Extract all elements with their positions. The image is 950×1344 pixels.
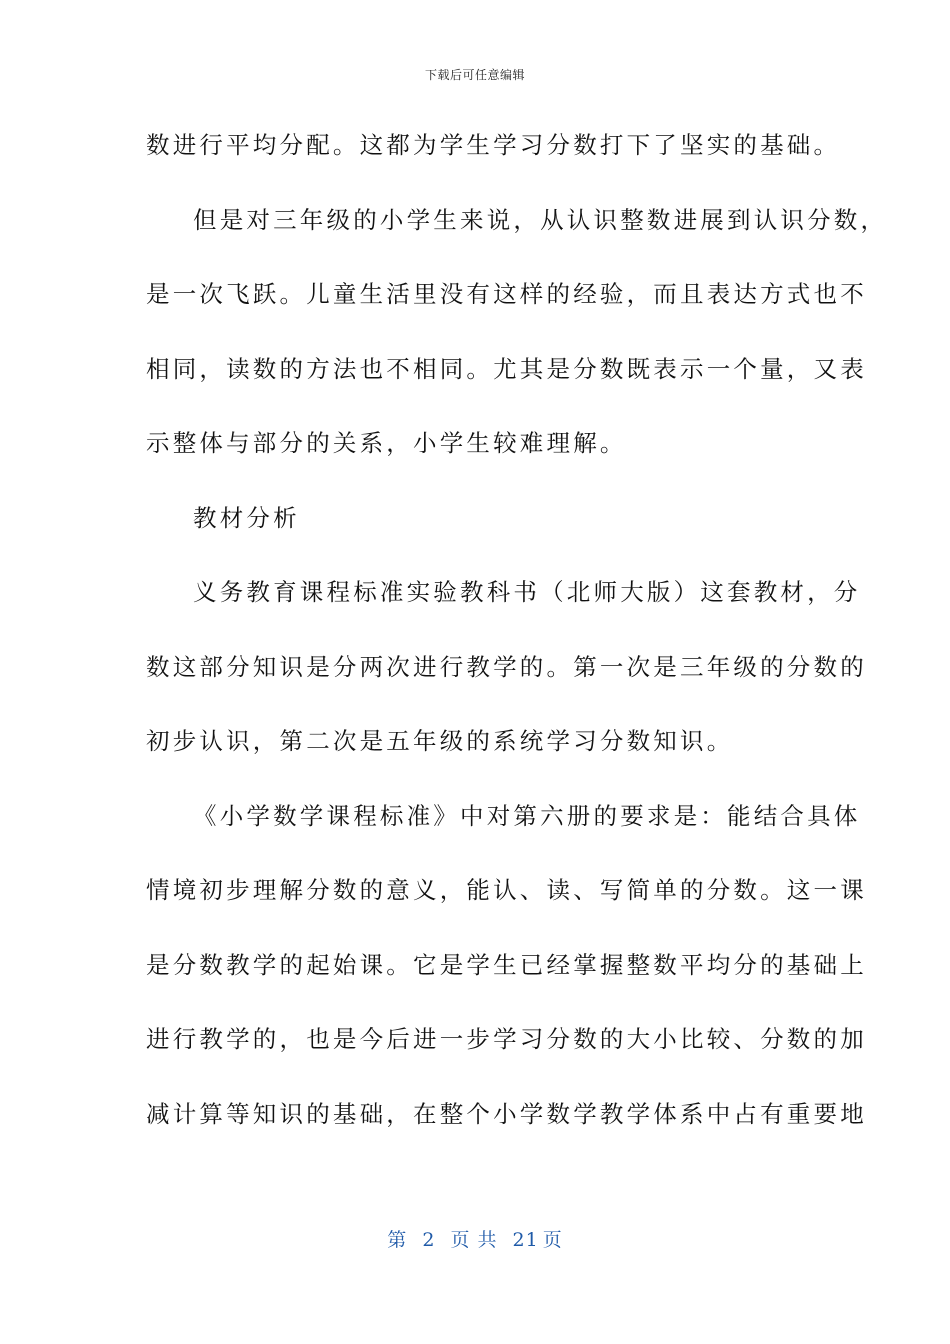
text-line: 《小学数学课程标准》中对第六册的要求是：能结合具体 [193,801,861,830]
page-header: 下载后可任意编辑 [424,68,525,82]
text-line: 数这部分知识是分两次进行教学的。第一次是三年级的分数的 [146,652,867,681]
text-line: 示整体与部分的关系，小学生较难理解。 [146,429,627,457]
page-footer [0,1225,950,1252]
section-heading: 教材分析 [193,503,300,532]
footer-label-end: 页 [542,1229,563,1251]
text-line: 情境初步理解分数的意义，能认、读、写简单的分数。这一课 [146,876,867,904]
text-line: 进行教学的，也是今后进一步学习分数的大小比较、分数的加 [146,1025,867,1053]
text-line: 义务教育课程标准实验教科书（北师大版）这套教材，分 [193,578,861,606]
text-line: 初步认识，第二次是五年级的系统学习分数知识。 [146,727,734,755]
text-line: 但是对三年级的小学生来说，从认识整数进展到认识分数， [193,205,888,234]
document-body [146,118,888,1161]
text-line: 减计算等知识的基础，在整个小学数学教学体系中占有重要地 [146,1099,867,1128]
text-line: 是分数教学的起始课。它是学生已经掌握整数平均分的基础上 [146,950,867,979]
footer-label-page: 第 [387,1229,408,1251]
current-page-number: 2 [422,1229,436,1251]
text-line: 相同，读数的方法也不相同。尤其是分数既表示一个量，又表 [146,354,867,383]
total-pages-number: 21 [512,1229,539,1251]
footer-label-of: 页 共 [450,1229,498,1251]
text-line: 是一次飞跃。儿童生活里没有这样的经验，而且表达方式也不 [146,280,867,308]
text-line: 数进行平均分配。这都为学生学习分数打下了坚实的基础。 [146,131,841,159]
